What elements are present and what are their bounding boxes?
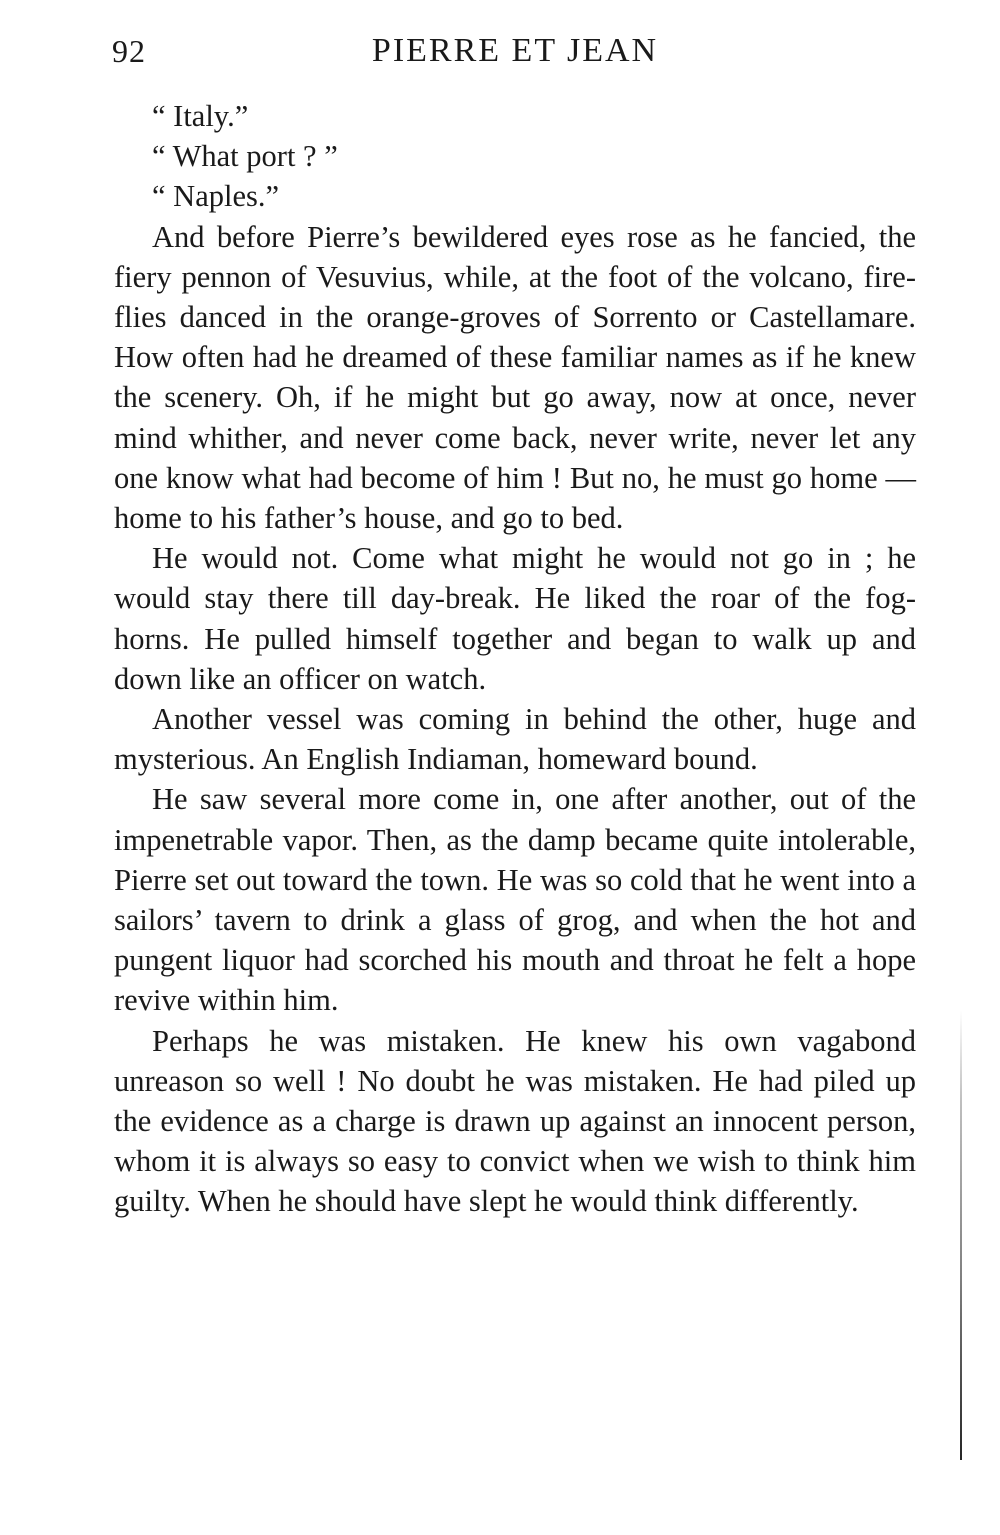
dialogue-line: “ Naples.”: [152, 179, 280, 214]
paragraph: He would not. Come what might he would not go in ; he would stay there till day-break. He liked the roar of the fog-horns. He pulled himself together and began to walk up and down like an officer on watch.: [114, 541, 916, 696]
paragraph: Another vessel was coming in behind the other, huge and mysterious. An English Indiaman, homeward bound.: [114, 702, 916, 777]
dialogue-line: “ Italy.”: [152, 99, 249, 133]
page-number: 92: [112, 33, 146, 69]
page-header: [112, 26, 918, 76]
scan-edge-shadow: [960, 1010, 962, 1460]
running-title: PIERRE ET JEAN: [371, 32, 659, 69]
dialogue-line: “ What port ? ”: [152, 139, 338, 174]
paragraph: Perhaps he was mistaken. He knew his own vagabond unreason so well ! No doubt he was mistaken. He had piled up the evidence as a charge is drawn up against an innocent person, whom it is always so easy to convict when we wish to think him guilty. When he should have slept he would think differently.: [114, 1023, 916, 1219]
paragraph: He saw several more come in, one after another, out of the impenetrable vapor. Then, as the damp became quite intolerable, Pierre set out toward the town. He was so cold that he went into a sailors’ tavern to drink a glass of grog, and when the hot and pungent liquor had scorched his mouth and throat he felt a hope revive within him.: [114, 782, 916, 1018]
paragraph: And before Pierre’s bewildered eyes rose as he fancied, the fiery pennon of Vesuvius, while, at the foot of the volcano, fire-flies danced in the orange-groves of Sorrento or Castellamare. How often had he dreamed of these familiar names as if he knew the scenery. Oh, if he might but go away, now at once, never mind whither, and never come back, never write, never let any one know what had become of him ! But no, he must go home — home to his father’s house, and go to bed.: [114, 219, 916, 536]
page-body: [114, 96, 916, 1222]
